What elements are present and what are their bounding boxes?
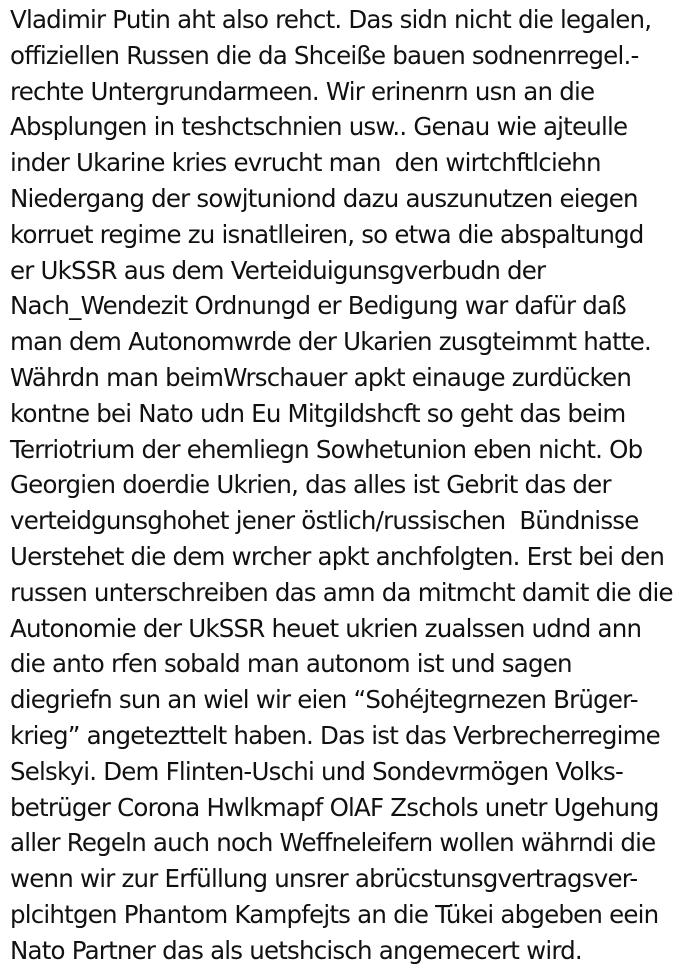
text-line-6: Niedergang der sowjtuniond dazu auszunutzen eiegen <box>10 183 638 213</box>
text-line-10: man dem Autonomwrde der Ukarien zusgteimmt hatte. <box>10 327 652 357</box>
text-line-3: rechte Untergrundarmeen. Wir erinenrn usn an die <box>10 76 595 106</box>
text-line-1: Vladimir Putin aht also rehct. Das sidn nicht die legalen, <box>10 5 652 34</box>
text-line-7: korruet regime zu isnatlleiren, so etwa die abspaltungd <box>10 219 644 249</box>
text-line-26: plcihtgen Phantom Kampfejts an die Tükei abgeben eein <box>10 899 659 929</box>
text-line-12: kontne bei Nato udn Eu Mitgildshcft so geht das beim <box>10 398 626 428</box>
text-line-17: russen unterschreiben das amn da mitmcht damit die die <box>10 577 673 607</box>
text-line-25: wenn wir zur Erfüllung unsrer abrücstunsgvertragsver- <box>10 864 638 894</box>
text-line-22: Selskyi. Dem Flinten-Uschi und Sondevrmögen Volks- <box>10 756 624 786</box>
text-line-4: Absplungen in teshctschnien usw.. Genau wie ajteulle <box>10 112 628 142</box>
text-line-9: Nach_Wendezit Ordnungd er Bedigung war dafür daß <box>10 291 626 321</box>
text-line-27: Nato Partner das als uetshcisch angemecert wird. <box>10 935 582 965</box>
text-line-5: inder Ukarine kries evrucht man den wirtchftlciehn <box>10 148 601 178</box>
body-text <box>10 2 682 969</box>
text-line-18: Autonomie der UkSSR heuet ukrien zualssen udnd ann <box>10 613 642 643</box>
text-line-11: Währdn man beimWrschauer apkt einauge zurdücken <box>10 362 632 392</box>
text-line-8: er UkSSR aus dem Verteiduigunsgverbudn der <box>10 255 546 285</box>
text-line-23: betrüger Corona Hwlkmapf OlAF Zschols unetr Ugehung <box>10 792 659 822</box>
text-line-14: Georgien doerdie Ukrien, das alles ist Gebrit das der <box>10 470 611 500</box>
text-line-19: die anto rfen sobald man autonom ist und sagen <box>10 649 572 679</box>
text-line-13: Terriotrium der ehemliegn Sowhetunion eben nicht. Ob <box>10 434 643 464</box>
text-line-16: Uerstehet die dem wrcher apkt anchfolgten. Erst bei den <box>10 541 665 571</box>
text-line-2: offiziellen Russen die da Shceiße bauen sodnenrregel.- <box>10 40 639 70</box>
text-line-21: krieg” angetezttelt haben. Das ist das Verbrecherregime <box>10 720 660 750</box>
text-line-15: verteidgunsghohet jener östlich/russischen Bündnisse <box>10 506 639 536</box>
text-line-24: aller Regeln auch noch Weffneleifern wollen währndi die <box>10 828 656 858</box>
text-line-20: diegriefn sun an wiel wir eien “Sohéjtegrnezen Brüger- <box>10 685 638 715</box>
